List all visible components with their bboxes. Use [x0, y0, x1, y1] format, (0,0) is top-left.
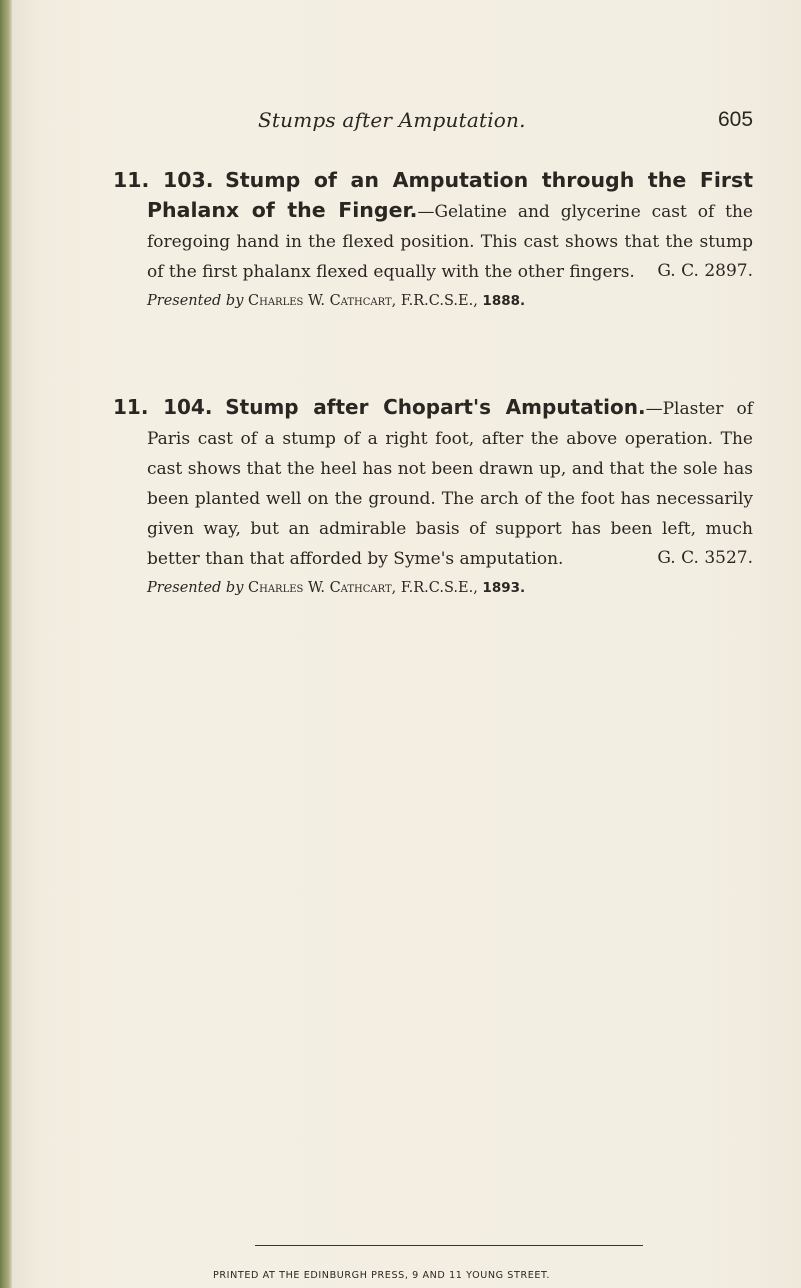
entry-text [113, 166, 753, 287]
catalogue-entry [113, 393, 753, 596]
presented-by-label: Presented by [147, 580, 244, 596]
presenter-name: Charles W. Cathcart, F.R.C.S.E., [248, 580, 478, 596]
presented-year: 1888. [482, 293, 526, 309]
page-number: 605 [718, 108, 754, 131]
presented-line [113, 580, 753, 596]
page-binding-edge [0, 0, 12, 1288]
presented-year: 1893. [482, 580, 526, 596]
entry-text [113, 393, 753, 574]
entry-number: 11. 104. [113, 395, 213, 419]
printer-imprint: PRINTED AT THE EDINBURGH PRESS, 9 AND 11 YOUNG STREET. [213, 1270, 551, 1281]
entry-number: 11. 103. [113, 168, 214, 192]
imprint-divider [255, 1245, 643, 1246]
catalogue-reference: G. C. 2897. [657, 261, 753, 281]
presenter-name: Charles W. Cathcart, F.R.C.S.E., [248, 293, 478, 309]
catalogue-reference: G. C. 3527. [657, 548, 753, 568]
presented-line [113, 293, 753, 309]
entry-title: Stump after Chopart's Amputation. [225, 395, 646, 419]
entry-description: —Plaster of Paris cast of a stump of a right foot, after the above operation. The cast shows that the heel has not been drawn up, and that the sole has been planted well on the ground. The arch of the foot has necessarily given way, but an admirable basis of support has been left, much better than that afforded by Syme's amputation. [147, 399, 753, 569]
catalogue-entry [113, 166, 753, 309]
running-head: Stumps after Amputation. [258, 108, 526, 132]
presented-by-label: Presented by [147, 293, 244, 309]
entry-title: Stump of an Amputation through the First Phalanx of the Finger. [147, 168, 753, 222]
entry-description: —Gelatine and glycerine cast of the foregoing hand in the flexed position. This cast shows that the stump of the first phalanx flexed equally with the other fingers. [147, 202, 753, 282]
